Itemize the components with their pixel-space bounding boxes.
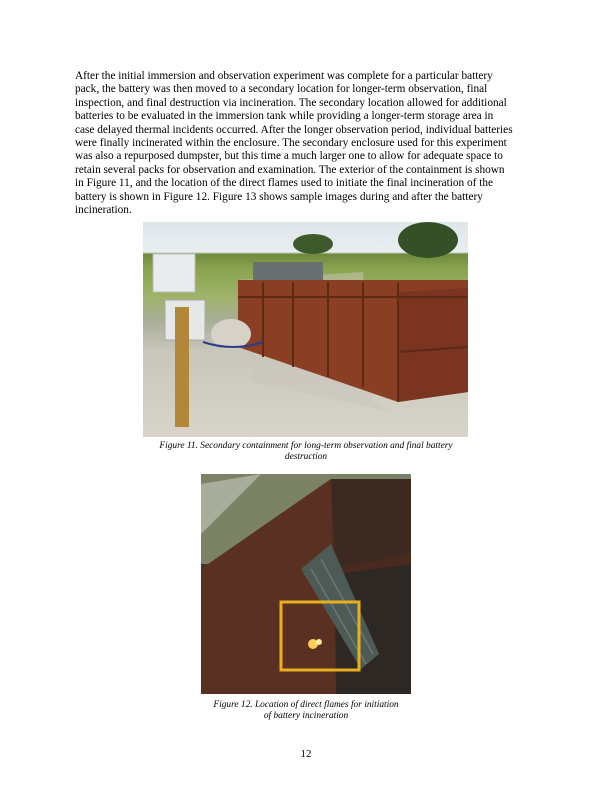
body-line: battery is shown in Figure 12. Figure 13 shows sample images during and after the battery <box>75 190 483 203</box>
body-line: pack, the battery was then moved to a secondary location for longer-term observation, final <box>75 83 488 96</box>
figure-11-photo <box>143 222 468 437</box>
body-line: retain several packs for observation and examination. The exterior of the containment is shown <box>75 163 505 176</box>
body-line: case delayed thermal incidents occurred. After the longer observation period, individual batteries <box>75 123 513 136</box>
caption-line: destruction <box>284 452 328 462</box>
caption-line: of battery incineration <box>263 711 349 721</box>
figure-12-caption <box>180 700 432 722</box>
body-line: incineration. <box>75 204 132 217</box>
flame-location-scene <box>201 474 411 694</box>
body-line: was also a repurposed dumpster, but this time a much larger one to allow for adequate space to <box>75 150 503 163</box>
body-line: inspection, and final destruction via incineration. The secondary location allowed for additional <box>75 96 507 109</box>
body-line: were finally incinerated within the enclosure. The secondary enclosure used for this experiment <box>75 137 507 150</box>
body-line: After the initial immersion and observation experiment was complete for a particular battery <box>75 70 493 82</box>
page-number: 12 <box>300 748 312 760</box>
figure-12-photo <box>201 474 411 694</box>
dumpster-scene <box>143 222 468 437</box>
body-line: batteries to be evaluated in the immersion tank while providing a longer-term storage area in <box>75 110 494 123</box>
caption-line: Figure 11. Secondary containment for long-term observation and final battery <box>159 441 453 451</box>
body-line: in Figure 11, and the location of the direct flames used to initiate the final incineration of the <box>75 177 494 190</box>
caption-line: Figure 12. Location of direct flames for initiation <box>213 700 399 710</box>
body-paragraph <box>75 70 545 217</box>
figure-11-caption <box>130 441 482 463</box>
